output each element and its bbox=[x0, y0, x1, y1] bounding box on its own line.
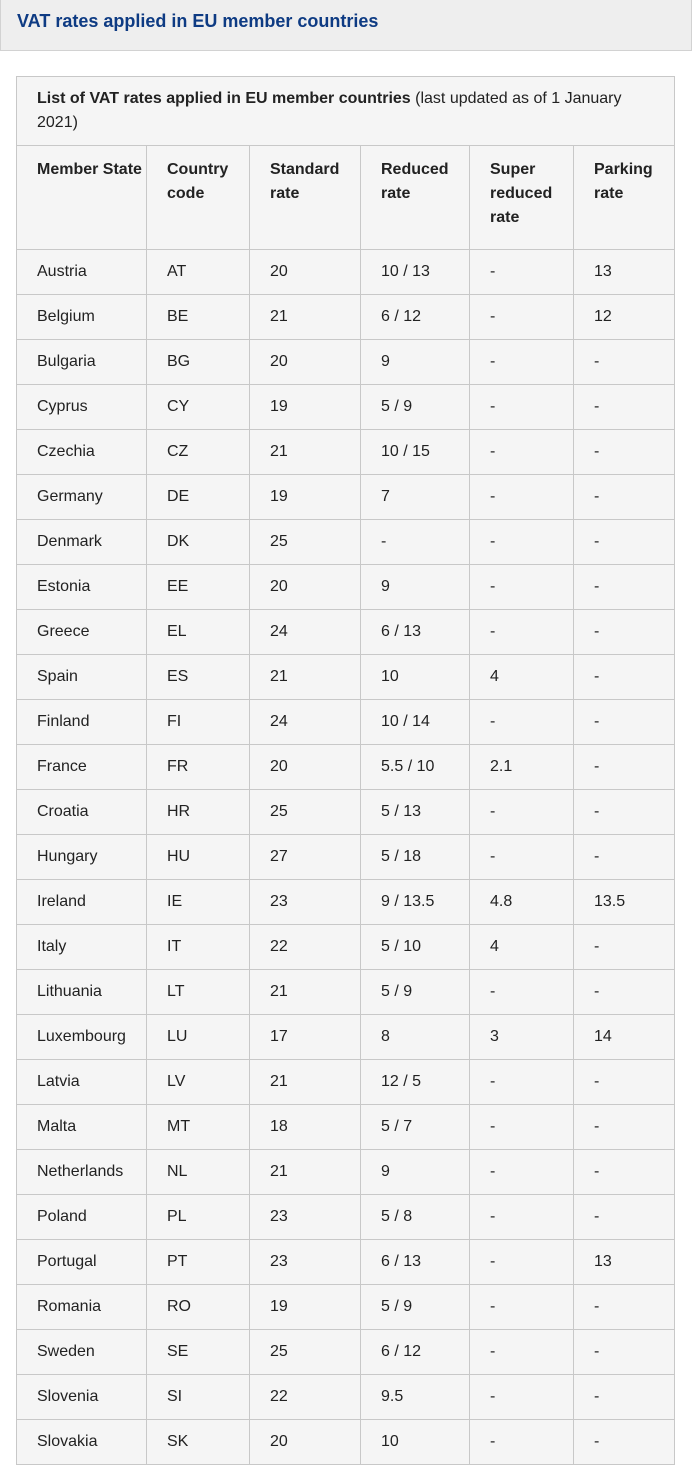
country-code-cell: BE bbox=[147, 295, 250, 340]
parking-rate-cell: - bbox=[574, 1285, 675, 1330]
super-reduced-rate-cell: 4 bbox=[470, 655, 574, 700]
parking-rate-cell: - bbox=[574, 655, 675, 700]
parking-rate-cell: - bbox=[574, 790, 675, 835]
standard-rate-cell: 19 bbox=[250, 385, 361, 430]
table-row bbox=[17, 655, 675, 700]
parking-rate-cell: - bbox=[574, 970, 675, 1015]
super-reduced-rate-cell: - bbox=[470, 1105, 574, 1150]
super-reduced-rate-cell: - bbox=[470, 1330, 574, 1375]
table-row bbox=[17, 250, 675, 295]
reduced-rate-cell: 6 / 12 bbox=[361, 1330, 470, 1375]
country-code-cell: BG bbox=[147, 340, 250, 385]
member-state-cell: Portugal bbox=[17, 1240, 147, 1285]
standard-rate-cell: 23 bbox=[250, 1240, 361, 1285]
standard-rate-cell: 19 bbox=[250, 1285, 361, 1330]
member-state-cell: Germany bbox=[17, 475, 147, 520]
standard-rate-cell: 20 bbox=[250, 250, 361, 295]
member-state-cell: Romania bbox=[17, 1285, 147, 1330]
standard-rate-cell: 21 bbox=[250, 1150, 361, 1195]
country-code-cell: SE bbox=[147, 1330, 250, 1375]
member-state-cell: Czechia bbox=[17, 430, 147, 475]
parking-rate-cell: 13 bbox=[574, 1240, 675, 1285]
super-reduced-rate-cell: - bbox=[470, 700, 574, 745]
super-reduced-rate-cell: 2.1 bbox=[470, 745, 574, 790]
table-row bbox=[17, 1330, 675, 1375]
table-row bbox=[17, 385, 675, 430]
column-header-country-code: Country code bbox=[147, 146, 250, 250]
parking-rate-cell: - bbox=[574, 1195, 675, 1240]
standard-rate-cell: 21 bbox=[250, 295, 361, 340]
super-reduced-rate-cell: - bbox=[470, 835, 574, 880]
standard-rate-cell: 25 bbox=[250, 520, 361, 565]
reduced-rate-cell: 5 / 8 bbox=[361, 1195, 470, 1240]
parking-rate-cell: - bbox=[574, 430, 675, 475]
country-code-cell: PL bbox=[147, 1195, 250, 1240]
table-caption bbox=[17, 77, 675, 146]
country-code-cell: LT bbox=[147, 970, 250, 1015]
standard-rate-cell: 24 bbox=[250, 610, 361, 655]
member-state-cell: Netherlands bbox=[17, 1150, 147, 1195]
vat-rates-table bbox=[16, 76, 675, 1465]
country-code-cell: NL bbox=[147, 1150, 250, 1195]
super-reduced-rate-cell: - bbox=[470, 295, 574, 340]
super-reduced-rate-cell: - bbox=[470, 970, 574, 1015]
table-caption-note: (last updated as of 1 January 2021) bbox=[37, 90, 622, 131]
column-header-reduced-rate: Reduced rate bbox=[361, 146, 470, 250]
table-row bbox=[17, 565, 675, 610]
table-row bbox=[17, 1285, 675, 1330]
page-header bbox=[0, 0, 692, 51]
table-row bbox=[17, 970, 675, 1015]
country-code-cell: IE bbox=[147, 880, 250, 925]
table-row bbox=[17, 1375, 675, 1420]
table-row bbox=[17, 1240, 675, 1285]
country-code-cell: CZ bbox=[147, 430, 250, 475]
super-reduced-rate-cell: - bbox=[470, 1060, 574, 1105]
reduced-rate-cell: 10 bbox=[361, 655, 470, 700]
reduced-rate-cell: 6 / 12 bbox=[361, 295, 470, 340]
table-row bbox=[17, 925, 675, 970]
country-code-cell: SI bbox=[147, 1375, 250, 1420]
page-title: VAT rates applied in EU member countries bbox=[17, 11, 379, 31]
standard-rate-cell: 25 bbox=[250, 790, 361, 835]
member-state-cell: Austria bbox=[17, 250, 147, 295]
super-reduced-rate-cell: - bbox=[470, 790, 574, 835]
reduced-rate-cell: 5 / 9 bbox=[361, 385, 470, 430]
super-reduced-rate-cell: - bbox=[470, 1375, 574, 1420]
super-reduced-rate-cell: - bbox=[470, 1150, 574, 1195]
standard-rate-cell: 24 bbox=[250, 700, 361, 745]
super-reduced-rate-cell: - bbox=[470, 520, 574, 565]
standard-rate-cell: 23 bbox=[250, 1195, 361, 1240]
standard-rate-cell: 23 bbox=[250, 880, 361, 925]
reduced-rate-cell: 6 / 13 bbox=[361, 610, 470, 655]
country-code-cell: ES bbox=[147, 655, 250, 700]
table-row bbox=[17, 1195, 675, 1240]
parking-rate-cell: - bbox=[574, 475, 675, 520]
column-header-super-reduced-rate: Super reduced rate bbox=[470, 146, 574, 250]
parking-rate-cell: - bbox=[574, 700, 675, 745]
country-code-cell: FR bbox=[147, 745, 250, 790]
table-row bbox=[17, 1420, 675, 1465]
super-reduced-rate-cell: - bbox=[470, 610, 574, 655]
table-body bbox=[17, 250, 675, 1465]
reduced-rate-cell: 5 / 7 bbox=[361, 1105, 470, 1150]
table-caption-title: List of VAT rates applied in EU member countries bbox=[37, 90, 411, 107]
reduced-rate-cell: 9 bbox=[361, 1150, 470, 1195]
reduced-rate-cell: 5.5 / 10 bbox=[361, 745, 470, 790]
table-row bbox=[17, 835, 675, 880]
standard-rate-cell: 22 bbox=[250, 925, 361, 970]
country-code-cell: HR bbox=[147, 790, 250, 835]
member-state-cell: Poland bbox=[17, 1195, 147, 1240]
standard-rate-cell: 20 bbox=[250, 745, 361, 790]
reduced-rate-cell: 5 / 18 bbox=[361, 835, 470, 880]
member-state-cell: France bbox=[17, 745, 147, 790]
member-state-cell: Italy bbox=[17, 925, 147, 970]
reduced-rate-cell: 9.5 bbox=[361, 1375, 470, 1420]
parking-rate-cell: - bbox=[574, 1105, 675, 1150]
standard-rate-cell: 27 bbox=[250, 835, 361, 880]
super-reduced-rate-cell: - bbox=[470, 430, 574, 475]
country-code-cell: LU bbox=[147, 1015, 250, 1060]
reduced-rate-cell: 10 / 13 bbox=[361, 250, 470, 295]
super-reduced-rate-cell: - bbox=[470, 340, 574, 385]
member-state-cell: Hungary bbox=[17, 835, 147, 880]
table-row bbox=[17, 1060, 675, 1105]
reduced-rate-cell: 12 / 5 bbox=[361, 1060, 470, 1105]
reduced-rate-cell: 5 / 10 bbox=[361, 925, 470, 970]
standard-rate-cell: 21 bbox=[250, 430, 361, 475]
reduced-rate-cell: - bbox=[361, 520, 470, 565]
parking-rate-cell: - bbox=[574, 1150, 675, 1195]
parking-rate-cell: 14 bbox=[574, 1015, 675, 1060]
table-row bbox=[17, 1015, 675, 1060]
parking-rate-cell: - bbox=[574, 385, 675, 430]
super-reduced-rate-cell: - bbox=[470, 385, 574, 430]
member-state-cell: Lithuania bbox=[17, 970, 147, 1015]
super-reduced-rate-cell: - bbox=[470, 1240, 574, 1285]
column-header-parking-rate: Parking rate bbox=[574, 146, 675, 250]
table-row bbox=[17, 1150, 675, 1195]
country-code-cell: PT bbox=[147, 1240, 250, 1285]
table-row bbox=[17, 1105, 675, 1150]
member-state-cell: Sweden bbox=[17, 1330, 147, 1375]
column-header-member-state: Member State bbox=[17, 146, 147, 250]
table-row bbox=[17, 790, 675, 835]
member-state-cell: Malta bbox=[17, 1105, 147, 1150]
reduced-rate-cell: 8 bbox=[361, 1015, 470, 1060]
country-code-cell: HU bbox=[147, 835, 250, 880]
reduced-rate-cell: 7 bbox=[361, 475, 470, 520]
reduced-rate-cell: 5 / 13 bbox=[361, 790, 470, 835]
table-header-row bbox=[17, 146, 675, 250]
parking-rate-cell: - bbox=[574, 1420, 675, 1465]
table-row bbox=[17, 745, 675, 790]
country-code-cell: LV bbox=[147, 1060, 250, 1105]
country-code-cell: DK bbox=[147, 520, 250, 565]
table-row bbox=[17, 520, 675, 565]
country-code-cell: EE bbox=[147, 565, 250, 610]
parking-rate-cell: - bbox=[574, 610, 675, 655]
reduced-rate-cell: 10 bbox=[361, 1420, 470, 1465]
member-state-cell: Ireland bbox=[17, 880, 147, 925]
table-row bbox=[17, 475, 675, 520]
standard-rate-cell: 21 bbox=[250, 1060, 361, 1105]
parking-rate-cell: - bbox=[574, 835, 675, 880]
parking-rate-cell: - bbox=[574, 340, 675, 385]
parking-rate-cell: - bbox=[574, 745, 675, 790]
standard-rate-cell: 18 bbox=[250, 1105, 361, 1150]
parking-rate-cell: 13.5 bbox=[574, 880, 675, 925]
country-code-cell: IT bbox=[147, 925, 250, 970]
parking-rate-cell: - bbox=[574, 925, 675, 970]
member-state-cell: Slovenia bbox=[17, 1375, 147, 1420]
standard-rate-cell: 20 bbox=[250, 565, 361, 610]
country-code-cell: DE bbox=[147, 475, 250, 520]
reduced-rate-cell: 9 bbox=[361, 565, 470, 610]
standard-rate-cell: 17 bbox=[250, 1015, 361, 1060]
table-row bbox=[17, 610, 675, 655]
super-reduced-rate-cell: - bbox=[470, 1420, 574, 1465]
table-row bbox=[17, 880, 675, 925]
standard-rate-cell: 21 bbox=[250, 655, 361, 700]
reduced-rate-cell: 6 / 13 bbox=[361, 1240, 470, 1285]
parking-rate-cell: - bbox=[574, 520, 675, 565]
reduced-rate-cell: 10 / 15 bbox=[361, 430, 470, 475]
standard-rate-cell: 20 bbox=[250, 340, 361, 385]
member-state-cell: Slovakia bbox=[17, 1420, 147, 1465]
parking-rate-cell: 12 bbox=[574, 295, 675, 340]
country-code-cell: AT bbox=[147, 250, 250, 295]
parking-rate-cell: 13 bbox=[574, 250, 675, 295]
super-reduced-rate-cell: - bbox=[470, 475, 574, 520]
reduced-rate-cell: 10 / 14 bbox=[361, 700, 470, 745]
country-code-cell: SK bbox=[147, 1420, 250, 1465]
standard-rate-cell: 19 bbox=[250, 475, 361, 520]
parking-rate-cell: - bbox=[574, 1060, 675, 1105]
country-code-cell: FI bbox=[147, 700, 250, 745]
country-code-cell: RO bbox=[147, 1285, 250, 1330]
member-state-cell: Cyprus bbox=[17, 385, 147, 430]
member-state-cell: Estonia bbox=[17, 565, 147, 610]
reduced-rate-cell: 9 / 13.5 bbox=[361, 880, 470, 925]
super-reduced-rate-cell: 4.8 bbox=[470, 880, 574, 925]
member-state-cell: Latvia bbox=[17, 1060, 147, 1105]
standard-rate-cell: 25 bbox=[250, 1330, 361, 1375]
column-header-standard-rate: Standard rate bbox=[250, 146, 361, 250]
reduced-rate-cell: 5 / 9 bbox=[361, 1285, 470, 1330]
member-state-cell: Denmark bbox=[17, 520, 147, 565]
member-state-cell: Luxembourg bbox=[17, 1015, 147, 1060]
super-reduced-rate-cell: - bbox=[470, 250, 574, 295]
super-reduced-rate-cell: - bbox=[470, 565, 574, 610]
member-state-cell: Greece bbox=[17, 610, 147, 655]
parking-rate-cell: - bbox=[574, 1375, 675, 1420]
parking-rate-cell: - bbox=[574, 565, 675, 610]
reduced-rate-cell: 5 / 9 bbox=[361, 970, 470, 1015]
super-reduced-rate-cell: - bbox=[470, 1285, 574, 1330]
standard-rate-cell: 22 bbox=[250, 1375, 361, 1420]
standard-rate-cell: 21 bbox=[250, 970, 361, 1015]
country-code-cell: EL bbox=[147, 610, 250, 655]
table-row bbox=[17, 700, 675, 745]
member-state-cell: Belgium bbox=[17, 295, 147, 340]
super-reduced-rate-cell: - bbox=[470, 1195, 574, 1240]
member-state-cell: Croatia bbox=[17, 790, 147, 835]
country-code-cell: CY bbox=[147, 385, 250, 430]
reduced-rate-cell: 9 bbox=[361, 340, 470, 385]
member-state-cell: Finland bbox=[17, 700, 147, 745]
standard-rate-cell: 20 bbox=[250, 1420, 361, 1465]
country-code-cell: MT bbox=[147, 1105, 250, 1150]
table-row bbox=[17, 295, 675, 340]
member-state-cell: Bulgaria bbox=[17, 340, 147, 385]
table-row bbox=[17, 340, 675, 385]
super-reduced-rate-cell: 4 bbox=[470, 925, 574, 970]
member-state-cell: Spain bbox=[17, 655, 147, 700]
super-reduced-rate-cell: 3 bbox=[470, 1015, 574, 1060]
table-row bbox=[17, 430, 675, 475]
parking-rate-cell: - bbox=[574, 1330, 675, 1375]
